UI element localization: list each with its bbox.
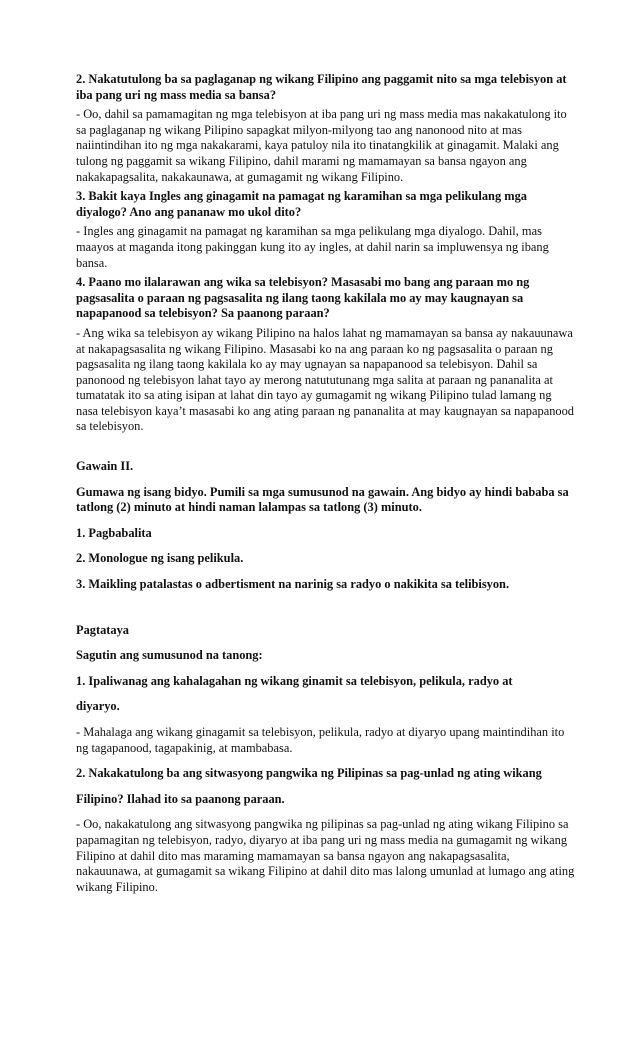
- pagtataya-title: Pagtataya: [76, 622, 129, 637]
- question-2: 2. Nakatutulong ba sa paglaganap ng wikang Filipino ang paggamit nito sa mga telebisyon at iba pang uri ng mass media sa bansa?: [76, 72, 567, 102]
- answer-3: - Ingles ang ginagamit na pamagat ng karamihan sa mga pelikulang mga diyalogo. Dahil, mas maayos at maganda itong pakinggan kung ito ay ingles, at dahil narin sa impluwensya ng ibang bansa.: [76, 224, 549, 270]
- gawain-option-3: 3. Maikling patalastas o adbertisment na narinig sa radyo o nakikita sa telibisyon.: [76, 577, 510, 592]
- question-3: 3. Bakit kaya Ingles ang ginagamit na pamagat ng karamihan sa mga pelikulang mga diyalogo? Ano ang pananaw mo ukol dito?: [76, 189, 527, 219]
- gawain-title: Gawain II.: [76, 459, 134, 474]
- document-page: [76, 72, 576, 899]
- pagtataya-question-1-line-1: 1. Ipaliwanag ang kahalagahan ng wikang ginamit sa telebisyon, pelikula, radyo at: [76, 673, 513, 688]
- pagtataya-question-1-line-2: diyaryo.: [76, 699, 120, 714]
- gawain-option-1: 1. Pagbabalita: [76, 525, 152, 540]
- question-4: 4. Paano mo ilalarawan ang wika sa telebisyon? Masasabi mo bang ang paraan mo ng pagsasalita o paraan ng pagsasalita ng ilang taong kakilala mo ay may kaugnayan sa napapanood sa telebisyon? Sa paanong paraan?: [76, 275, 530, 321]
- gawain-option-2: 2. Monologue ng isang pelikula.: [76, 551, 244, 566]
- section-spacer: [76, 439, 576, 459]
- pagtataya-question-2-line-1: 2. Nakakatulong ba ang sitwasyong pangwika ng Pilipinas sa pag-unlad ng ating wikang: [76, 766, 542, 781]
- pagtataya-answer-1: - Mahalaga ang wikang ginagamit sa telebisyon, pelikula, radyo at diyaryo upang maintindihan ito ng tagapanood, tagapakinig, at mambabasa.: [76, 725, 565, 755]
- pagtataya-instruction: Sagutin ang sumusunod na tanong:: [76, 648, 263, 663]
- pagtataya-question-2-line-2: Filipino? Ilahad ito sa paanong paraan.: [76, 791, 285, 806]
- section-spacer: [76, 603, 576, 623]
- pagtataya-answer-2: - Oo, nakakatulong ang sitwasyong pangwika ng pilipinas sa pag-unlad ng ating wikang Filipino sa papamagitan ng telebisyon, radyo, diyaryo at iba pang uri ng mass media na gumagamit ng wikang Filipino at dahil dito mas maraming mamamayan sa bansa ngayon ang nakapagsasalita, nakauunawa, at gumagamit sa wikang Filipino at dahil dito mas lalong umunlad at lumago ang ating wikang Filipino.: [76, 817, 575, 894]
- answer-2: - Oo, dahil sa pamamagitan ng mga telebisyon at iba pang uri ng mass media mas nakakatulong ito sa paglaganap ng wikang Pilipino sapagkat milyon-milyong tao ang nanonood nito at mas naiintindihan ito ng mga nakakarami, kaya patuloy nila ito tinatangkilik at ginagamit. Malaki ang tulong ng paggamit sa wikang Filipino, dahil marami ng mamamayan sa bansa ngayon ang nakakapagsalita, nakakaunawa, at gumagamit ng wikang Filipino.: [76, 107, 567, 184]
- answer-4: - Ang wika sa telebisyon ay wikang Pilipino na halos lahat ng mamamayan sa bansa ay nakauunawa at nakapagsasalita ng wikang Filipino. Masasabi ko na ang paraan ko ng pagsasalita o paraan ng pagsasalita ng ilang taong kakilala ko ay may ugnayan sa napapanood sa telebisyon. Dahil sa panonood ng telebisyon lahat tayo ay merong natututunang mga salita at paraan ng pananalita at tumatatak ito sa ating isipan at lahat din tayo ay gumagamit ng wikang Pilipino tulad lamang ng nasa telebisyon kaya’t masasabi ko ang ating paraan ng pananalita at may kaugnayan sa napapanood sa telebisyon.: [76, 325, 574, 434]
- gawain-instruction: Gumawa ng isang bidyo. Pumili sa mga sumusunod na gawain. Ang bidyo ay hindi bababa sa tatlong (2) minuto at hindi naman lalampas sa tatlong (3) minuto.: [76, 484, 569, 515]
